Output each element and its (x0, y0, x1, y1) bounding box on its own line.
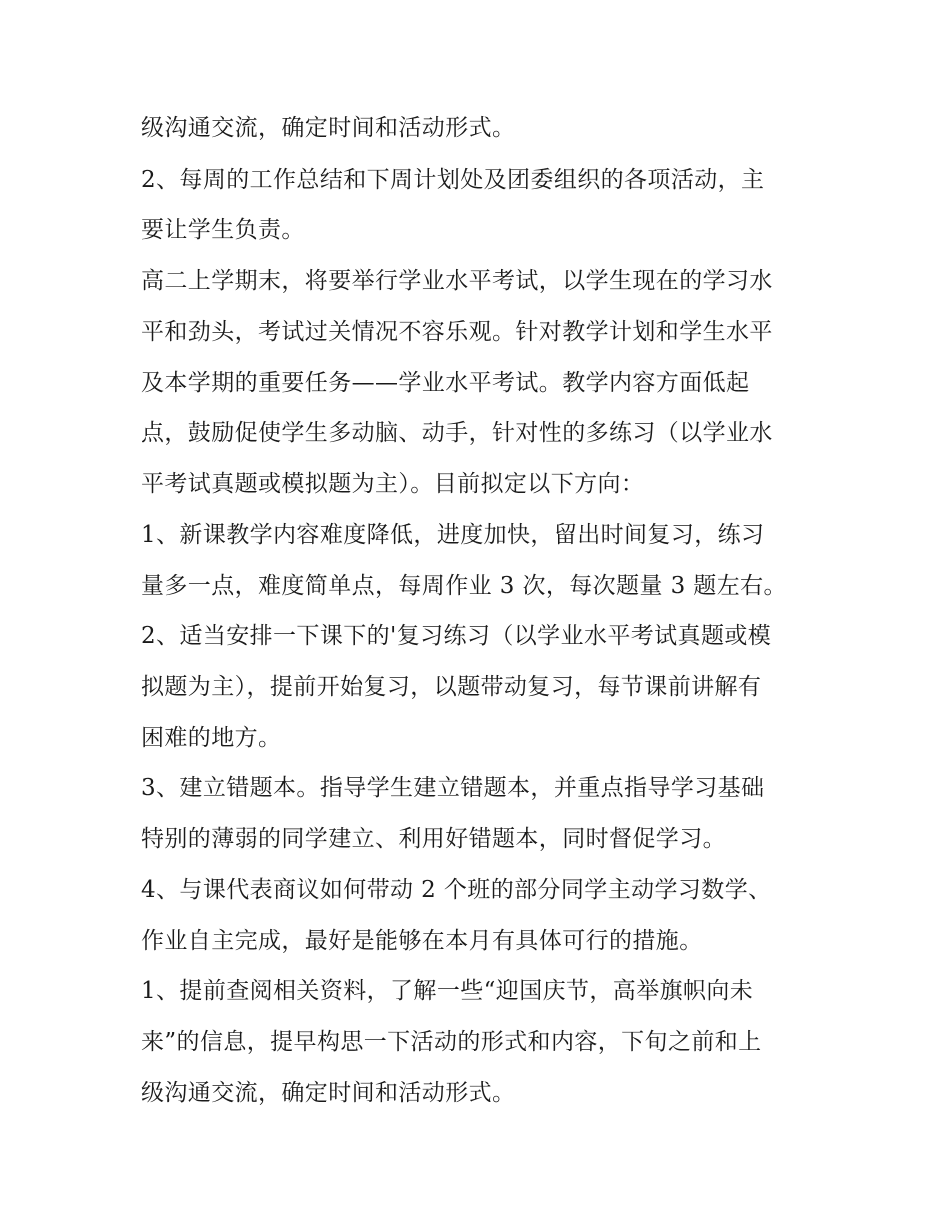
text-line: 平考试真题或模拟题为主）。目前拟定以下方向： (141, 471, 645, 497)
text-line: 高二上学期末，将要举行学业水平考试，以学生现在的学习水 (141, 268, 773, 294)
text-line: 拟题为主），提前开始复习，以题带动复习，每节课前讲解有 (141, 674, 762, 700)
text-line: 要让学生负责。 (141, 217, 305, 243)
text-line: 4、与课代表商议如何带动 2 个班的部分同学主动学习数学、 (141, 877, 772, 903)
text-line: 级沟通交流，确定时间和活动形式。 (141, 1080, 516, 1106)
text-line: 困难的地方。 (141, 725, 282, 751)
text-line: 1、新课教学内容难度降低，进度加快，留出时间复习，练习 (141, 522, 765, 548)
text-line: 级沟通交流，确定时间和活动形式。 (141, 115, 516, 141)
text-line: 点，鼓励促使学生多动脑、动手，针对性的多练习（以学业水 (141, 420, 773, 446)
text-line: 作业自主完成，最好是能够在本月有具体可行的措施。 (141, 928, 703, 954)
text-line: 平和劲头，考试过关情况不容乐观。针对教学计划和学生水平 (141, 319, 773, 345)
text-line: 3、建立错题本。指导学生建立错题本，并重点指导学习基础 (141, 775, 765, 801)
text-line: 及本学期的重要任务——学业水平考试。教学内容方面低起 (141, 370, 750, 396)
text-line: 2、每周的工作总结和下周计划处及团委组织的各项活动，主 (141, 167, 765, 193)
text-line: 2、适当安排一下课下的'复习练习（以学业水平考试真题或模 (141, 623, 772, 649)
text-line: 特别的薄弱的同学建立、利用好错题本，同时督促学习。 (141, 826, 726, 852)
text-line: 来”的信息，提早构思一下活动的形式和内容，下旬之前和上 (141, 1029, 762, 1055)
text-line: 1、提前查阅相关资料，了解一些“迎国庆节，高举旗帜向未 (141, 978, 754, 1004)
text-line: 量多一点，难度简单点，每周作业 3 次，每次题量 3 题左右。 (141, 573, 787, 599)
